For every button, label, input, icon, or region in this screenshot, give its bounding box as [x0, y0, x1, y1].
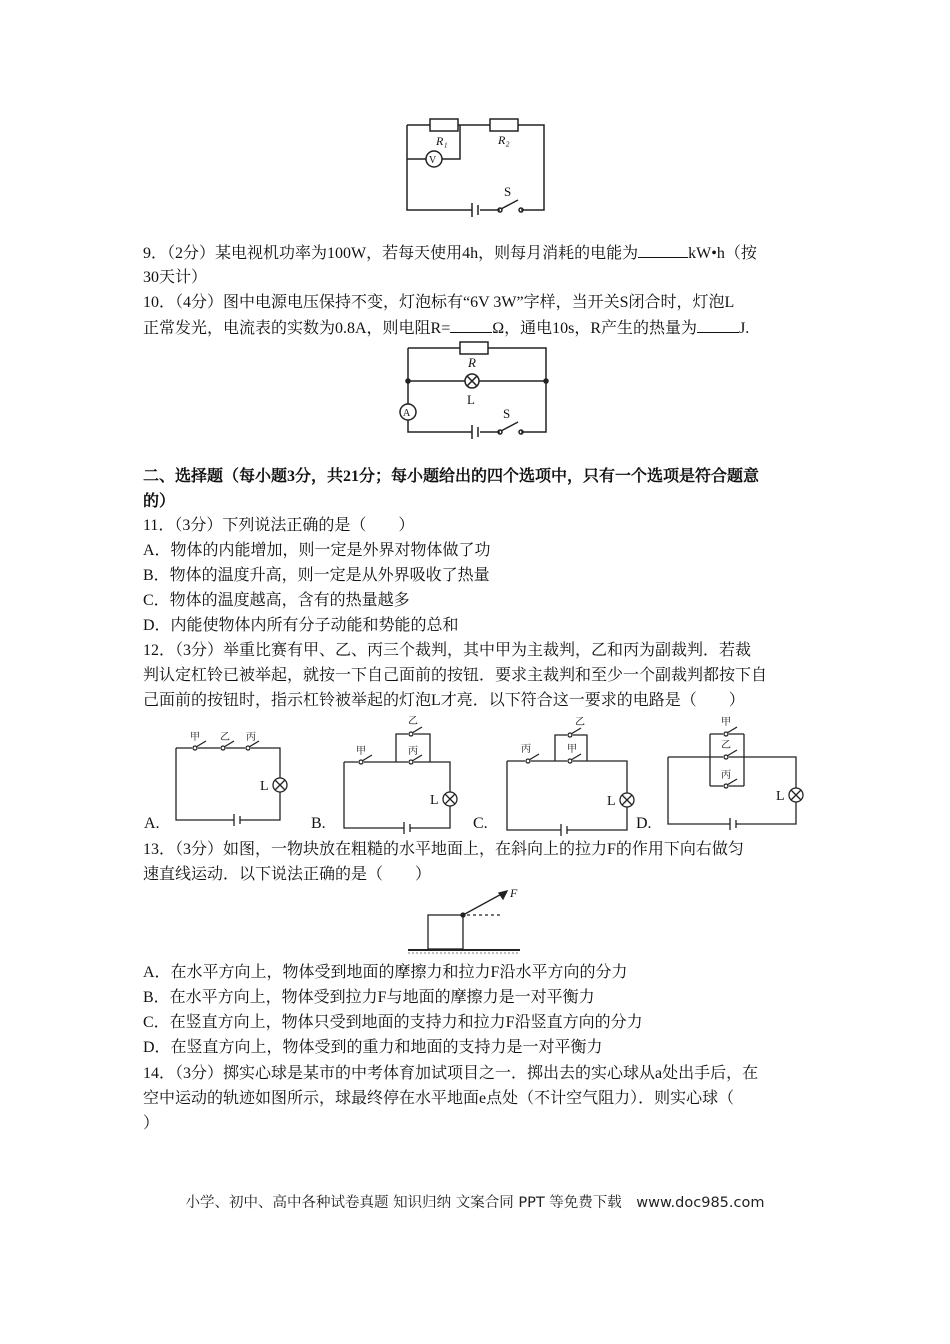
q12-option-a[interactable]: A.	[144, 815, 160, 832]
circuit-figure-q10	[400, 340, 555, 440]
q9-text: 9．（2分）某电视机功率为100W，若每天使用4h，则每月消耗的电能为	[143, 245, 639, 262]
q10-heat-blank[interactable]	[697, 318, 739, 333]
q14-stem-line3: ）	[143, 1115, 160, 1132]
switch-jia-label: 甲	[190, 732, 200, 743]
q14-stem-line1: 14．（3分）掷实心球是某市的中考体育加试项目之一．掷出去的实心球从a处出手后，在	[143, 1065, 759, 1082]
q10-resistance-blank[interactable]	[450, 318, 492, 333]
q9-answer-blank[interactable]	[638, 243, 688, 258]
q13-stem-line1: 13．（3分）如图，一物块放在粗糙的水平地面上，在斜向上的拉力F的作用下向右做匀	[143, 841, 744, 858]
lamp-label: L	[467, 392, 475, 407]
q10-unit: J.	[739, 320, 750, 337]
q12-stem-line2: 判认定杠铃已被举起，就按一下自己面前的按钮．要求主裁判和至少一个副裁判都按下自	[143, 667, 768, 684]
switch-yi-label: 乙	[408, 716, 418, 727]
q9-line2: 30天计）	[143, 269, 208, 286]
lamp-label: L	[260, 779, 269, 794]
q10-line1: 10．（4分）图中电源电压保持不变，灯泡标有“6V 3W”字样，当开关S闭合时，灯泡L	[143, 294, 735, 311]
q11-option-a[interactable]: A．物体的内能增加，则一定是外界对物体做了功	[143, 542, 491, 559]
q13-force-figure	[405, 885, 525, 957]
q10-line2	[143, 318, 749, 339]
q13-option-c[interactable]: C．在竖直方向上，物体只受到地面的支持力和拉力F沿竖直方向的分力	[143, 1014, 643, 1031]
q9-line1	[143, 243, 757, 264]
r2-label: R₂	[498, 133, 510, 147]
switch-bing-label: 丙	[408, 746, 418, 757]
page-footer: 小学、初中、高中各种试卷真题 知识归纳 文案合同 PPT 等免费下载 www.doc985.com	[185, 1195, 765, 1211]
q13-option-a[interactable]: A．在水平方向上，物体受到地面的摩擦力和拉力F沿水平方向的分力	[143, 964, 628, 981]
lamp-label: L	[607, 794, 616, 809]
q12-option-d[interactable]: D.	[636, 815, 652, 832]
lamp-label: L	[430, 793, 439, 808]
q11-option-b[interactable]: B．物体的温度升高，则一定是从外界吸收了热量	[143, 567, 490, 584]
section-2-heading-cont: 的）	[143, 493, 176, 510]
r1-label: R₁	[436, 134, 448, 148]
q10-text2: Ω，通电10s，R产生的热量为	[492, 320, 698, 337]
switch-label: S	[503, 406, 511, 421]
lamp-label: L	[776, 789, 785, 804]
q12-stem-line3: 己面前的按钮时，指示杠铃被举起的灯泡L才亮．以下符合这一要求的电路是（ ）	[143, 692, 745, 709]
switch-yi-label: 乙	[220, 732, 230, 743]
resistor-label: R	[468, 355, 476, 370]
q12-option-b[interactable]: B.	[311, 815, 326, 832]
q11-option-c[interactable]: C．物体的温度越高，含有的热量越多	[143, 592, 410, 609]
q10-text: 正常发光，电流表的实数为0.8A，则电阻R=	[143, 320, 451, 337]
voltmeter-label: V	[429, 155, 437, 166]
switch-bing-label: 丙	[521, 744, 531, 755]
q12-circuit-d	[666, 717, 806, 828]
switch-yi-label: 乙	[575, 717, 585, 728]
q11-stem: 11．（3分）下列说法正确的是（ ）	[143, 517, 415, 534]
section-2-heading: 二、选择题（每小题3分，共21分；每小题给出的四个选项中，只有一个选项是符合题意	[143, 468, 760, 485]
switch-jia-label: 甲	[356, 746, 366, 757]
q12-option-c[interactable]: C.	[473, 815, 488, 832]
q13-stem-line2: 速直线运动．以下说法正确的是（ ）	[143, 866, 432, 883]
q12-stem-line1: 12．（3分）举重比赛有甲、乙、丙三个裁判，其中甲为主裁判，乙和丙为副裁判．若裁	[143, 642, 752, 659]
switch-bing-label: 丙	[246, 732, 256, 743]
switch-jia-label: 甲	[567, 744, 577, 755]
force-label: F	[510, 886, 518, 900]
switch-bing-label: 丙	[721, 770, 731, 781]
switch-label: S	[504, 184, 512, 199]
ammeter-label: A	[403, 408, 411, 419]
q14-stem-line2: 空中运动的轨迹如图所示，球最终停在水平地面e点处（不计空气阻力）．则实心球（	[143, 1090, 735, 1107]
q9-unit: kW•h（按	[688, 245, 757, 262]
q11-option-d[interactable]: D．内能使物体内所有分子动能和势能的总和	[143, 617, 459, 634]
q12-circuit-c	[503, 717, 633, 835]
q13-option-d[interactable]: D．在竖直方向上，物体受到的重力和地面的支持力是一对平衡力	[143, 1039, 603, 1056]
switch-jia-label: 甲	[721, 717, 731, 728]
q13-option-b[interactable]: B．在水平方向上，物体受到拉力F与地面的摩擦力是一对平衡力	[143, 989, 595, 1006]
circuit-figure-q8	[400, 112, 550, 217]
switch-yi-label: 乙	[721, 740, 731, 751]
q12-circuit-b	[340, 716, 460, 832]
q12-circuit-a	[170, 732, 290, 820]
